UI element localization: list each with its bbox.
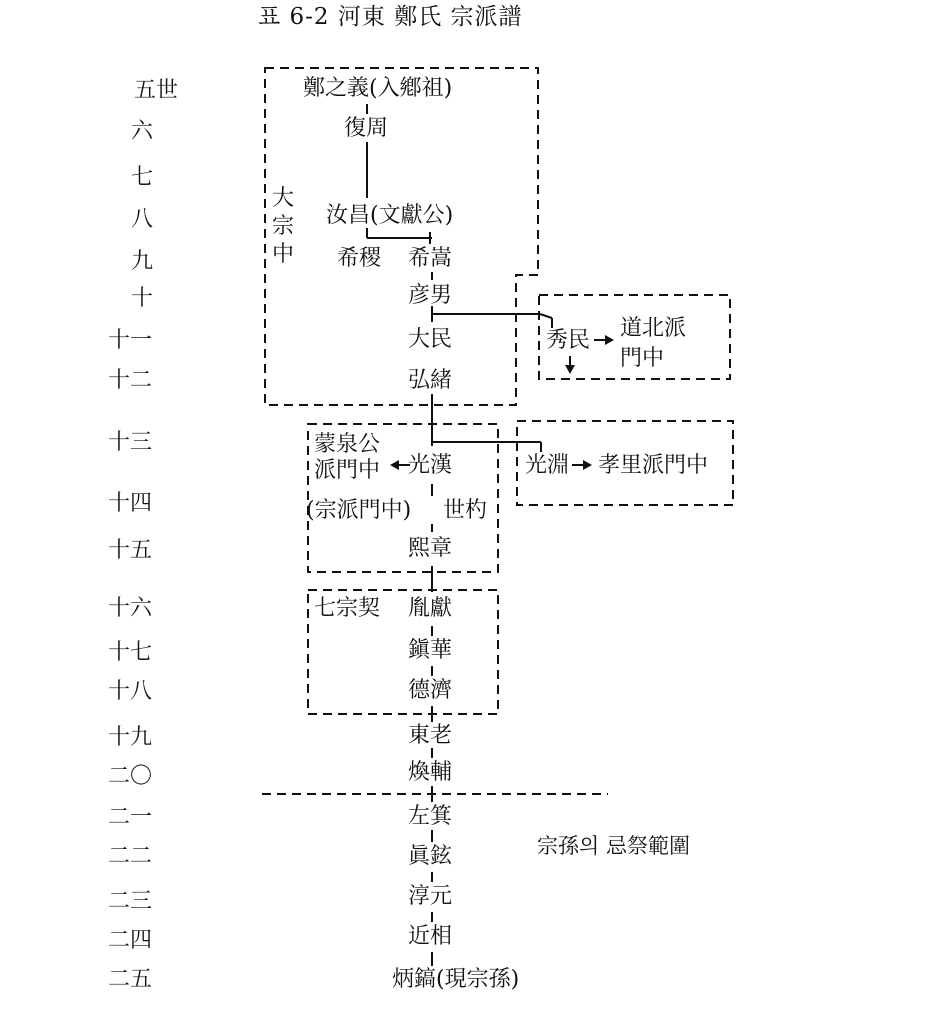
- generation-label: 六: [130, 119, 153, 144]
- generation-label: 二一: [107, 805, 152, 830]
- generation-label: 十二: [107, 368, 152, 393]
- person-25th-gen: 炳鎬(現宗孫): [392, 967, 520, 992]
- person-19th-gen: 東老: [408, 723, 453, 748]
- person-6th-gen: 復周: [344, 116, 389, 141]
- dobuk-label: 道北派: [620, 316, 687, 341]
- generation-label: 十四: [107, 491, 152, 516]
- generation-label: 二〇: [107, 764, 152, 789]
- generation-label: 二三: [107, 889, 152, 914]
- hyori-label: 孝里派門中: [598, 453, 709, 478]
- chiljonggye-label: 七宗契: [314, 596, 381, 621]
- person-9th-gen-b: 希嵩: [408, 246, 453, 271]
- gije-range-note: 宗孫의 忌祭範圍: [537, 834, 690, 858]
- person-21st-gen: 左箕: [408, 804, 453, 829]
- person-13th-gen-branch: 光淵: [525, 453, 570, 478]
- generation-label: 十: [130, 286, 153, 311]
- person-5th-gen: 鄭之義(入鄕祖): [303, 76, 453, 101]
- generation-label: 十一: [107, 328, 152, 353]
- person-17th-gen: 鎭華: [408, 638, 453, 663]
- generation-label: 九: [130, 249, 153, 274]
- generation-label: 七: [130, 165, 153, 190]
- generation-label: 二二: [107, 844, 152, 869]
- diagram-title: 표 6-2 河東 鄭氏 宗派譜: [258, 4, 523, 30]
- generation-label: 八: [130, 207, 153, 232]
- dobuk-label: 門中: [620, 346, 665, 371]
- daejong-label: 大: [272, 186, 295, 211]
- daejong-box: [265, 68, 538, 405]
- person-20th-gen: 煥輔: [408, 760, 453, 785]
- person-14th-gen: 世杓: [443, 498, 488, 523]
- generation-label: 十三: [107, 430, 152, 455]
- person-11th-gen-branch: 秀民: [546, 328, 591, 353]
- generation-label: 十九: [107, 725, 152, 750]
- generation-label: 二四: [107, 928, 152, 953]
- generation-label: 十八: [107, 679, 152, 704]
- generation-label: 五世: [133, 78, 178, 103]
- person-22nd-gen: 眞鉉: [408, 844, 453, 869]
- person-13th-gen: 光漢: [408, 453, 453, 478]
- person-11th-gen: 大民: [408, 327, 453, 352]
- generation-label: 十五: [107, 538, 152, 563]
- generation-label: 十七: [107, 640, 152, 665]
- person-23rd-gen: 淳元: [408, 884, 453, 909]
- mongcheon-label: 蒙泉公: [314, 432, 381, 457]
- daejong-label: 宗: [272, 214, 295, 239]
- person-15th-gen: 熙章: [408, 536, 453, 561]
- person-24th-gen: 近相: [408, 924, 453, 949]
- person-12th-gen: 弘緒: [408, 368, 453, 393]
- person-16th-gen: 胤獻: [408, 596, 453, 621]
- person-18th-gen: 德濟: [408, 678, 453, 703]
- person-9th-gen-a: 希稷: [337, 246, 382, 271]
- generation-label: 二五: [107, 967, 152, 992]
- daejong-label: 中: [272, 242, 295, 267]
- generation-label: 十六: [107, 596, 152, 621]
- person-10th-gen: 彦男: [408, 283, 453, 308]
- jongpa-label: (宗派門中): [306, 498, 412, 523]
- person-8th-gen: 汝昌(文獻公): [326, 203, 454, 228]
- mongcheon-label: 派門中: [314, 458, 381, 483]
